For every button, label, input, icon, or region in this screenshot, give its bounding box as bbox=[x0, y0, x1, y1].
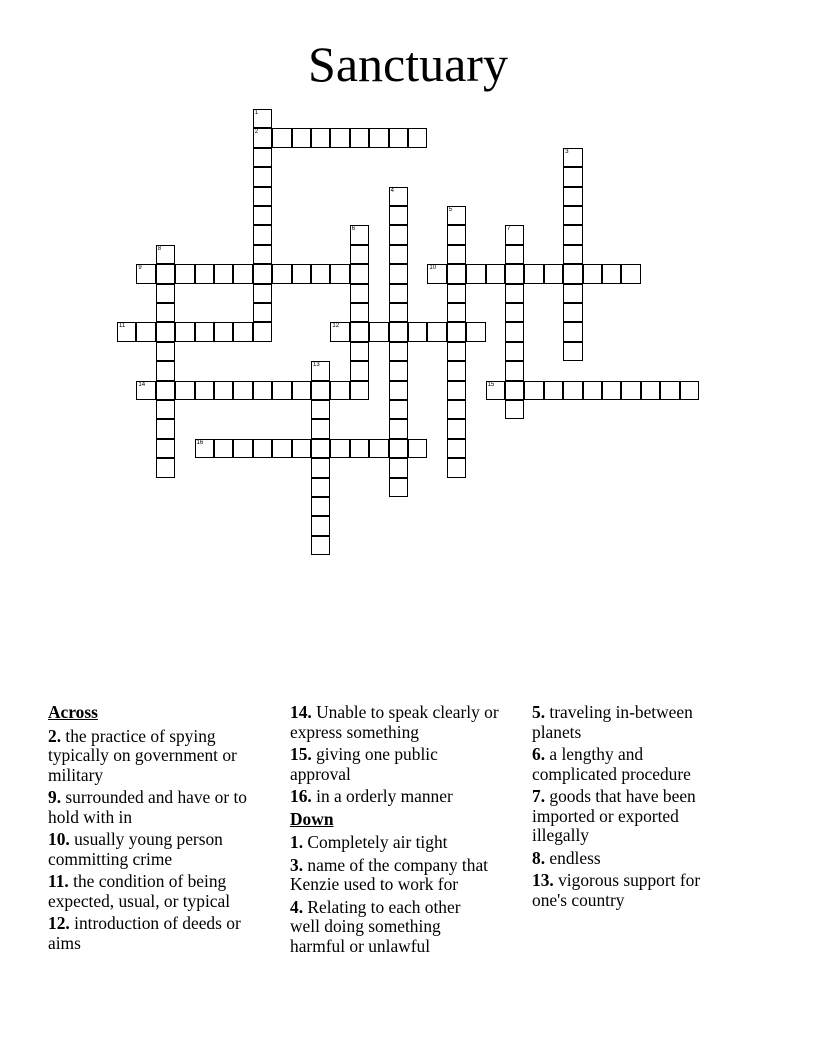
grid-cell[interactable] bbox=[563, 264, 582, 283]
grid-cell[interactable] bbox=[311, 128, 330, 147]
clue-number: 9 bbox=[138, 265, 142, 272]
grid-cell[interactable] bbox=[272, 128, 291, 147]
clue-number: 10 bbox=[429, 265, 437, 272]
grid-cell[interactable] bbox=[389, 342, 408, 361]
grid-cell[interactable] bbox=[156, 400, 175, 419]
grid-cell[interactable] bbox=[369, 128, 388, 147]
clue-number: 5 bbox=[448, 207, 453, 213]
grid-cell[interactable] bbox=[253, 167, 272, 186]
grid-cell[interactable] bbox=[330, 439, 349, 458]
grid-cell[interactable] bbox=[214, 381, 233, 400]
clue-across-14: 14. Unable to speak clearly or express something bbox=[290, 702, 499, 742]
grid-cell[interactable] bbox=[389, 225, 408, 244]
clue-column-1 bbox=[48, 703, 280, 956]
grid-cell[interactable] bbox=[253, 128, 272, 147]
grid-cell[interactable] bbox=[563, 381, 582, 400]
grid-cell[interactable] bbox=[602, 264, 621, 283]
clue-number: 16 bbox=[196, 439, 204, 446]
grid-cell[interactable] bbox=[389, 381, 408, 400]
clue-across-16: 16. in a orderly manner bbox=[290, 786, 453, 806]
grid-cell[interactable] bbox=[389, 400, 408, 419]
grid-cell[interactable] bbox=[389, 206, 408, 225]
clue-number: 12 bbox=[332, 323, 340, 330]
grid-cell[interactable] bbox=[505, 225, 524, 244]
grid-cell[interactable] bbox=[311, 264, 330, 283]
grid-cell[interactable] bbox=[447, 303, 466, 322]
grid-cell[interactable] bbox=[156, 458, 175, 477]
grid-cell[interactable] bbox=[389, 458, 408, 477]
grid-cell[interactable] bbox=[369, 322, 388, 341]
clue-down-8: 8. endless bbox=[532, 847, 601, 868]
grid-cell[interactable] bbox=[447, 284, 466, 303]
grid-cell[interactable] bbox=[447, 361, 466, 380]
grid-cell[interactable] bbox=[253, 109, 272, 128]
clue-down-5: 5. traveling in-between planets bbox=[532, 702, 693, 742]
grid-cell[interactable] bbox=[292, 264, 311, 283]
clue-number: 8 bbox=[157, 245, 162, 252]
grid-cell[interactable] bbox=[330, 264, 349, 283]
grid-cell[interactable] bbox=[505, 322, 524, 341]
grid-cell[interactable] bbox=[389, 264, 408, 283]
grid-cell[interactable] bbox=[447, 439, 466, 458]
clue-across-15: 15. giving one public approval bbox=[290, 744, 438, 784]
grid-cell[interactable] bbox=[389, 284, 408, 303]
grid-cell[interactable] bbox=[253, 187, 272, 206]
grid-cell[interactable] bbox=[563, 148, 582, 167]
grid-cell[interactable] bbox=[253, 206, 272, 225]
grid-cell[interactable] bbox=[156, 419, 175, 438]
clue-across-2: 2. the practice of spying typically on government or military bbox=[48, 725, 237, 785]
grid-cell[interactable] bbox=[175, 264, 194, 283]
grid-cell[interactable] bbox=[253, 148, 272, 167]
clue-down-6: 6. a lengthy and complicated procedure bbox=[532, 744, 691, 784]
grid-cell[interactable] bbox=[350, 322, 369, 341]
grid-cell[interactable] bbox=[583, 381, 602, 400]
grid-cell[interactable] bbox=[311, 536, 330, 555]
grid-cell[interactable] bbox=[272, 439, 291, 458]
grid-cell[interactable] bbox=[350, 361, 369, 380]
grid-cell[interactable] bbox=[486, 381, 505, 400]
grid-cell[interactable] bbox=[563, 225, 582, 244]
grid-cell[interactable] bbox=[311, 516, 330, 535]
grid-cell[interactable] bbox=[311, 361, 330, 380]
grid-cell[interactable] bbox=[583, 264, 602, 283]
grid-cell[interactable] bbox=[350, 342, 369, 361]
grid-cell[interactable] bbox=[233, 264, 252, 283]
grid-cell[interactable] bbox=[563, 284, 582, 303]
grid-cell[interactable] bbox=[253, 225, 272, 244]
grid-cell[interactable] bbox=[272, 264, 291, 283]
grid-cell[interactable] bbox=[311, 497, 330, 516]
grid-cell[interactable] bbox=[311, 439, 330, 458]
clue-down-3: 3. name of the company that Kenzie used to work for bbox=[290, 854, 489, 894]
grid-cell[interactable] bbox=[330, 322, 349, 341]
grid-cell[interactable] bbox=[505, 400, 524, 419]
grid-cell[interactable] bbox=[350, 225, 369, 244]
grid-cell[interactable] bbox=[447, 245, 466, 264]
grid-cell[interactable] bbox=[253, 245, 272, 264]
grid-cell[interactable] bbox=[563, 303, 582, 322]
grid-cell[interactable] bbox=[544, 264, 563, 283]
clue-number: 3 bbox=[565, 148, 569, 155]
grid-cell[interactable] bbox=[214, 439, 233, 458]
grid-cell[interactable] bbox=[524, 264, 543, 283]
clue-across-11: 11. the condition of being expected, usual, or typical bbox=[48, 871, 231, 911]
clue-number: 7 bbox=[507, 226, 511, 233]
grid-cell[interactable] bbox=[350, 381, 369, 400]
grid-cell[interactable] bbox=[544, 381, 563, 400]
down-heading: Down bbox=[290, 808, 334, 829]
grid-cell[interactable] bbox=[292, 381, 311, 400]
grid-cell[interactable] bbox=[389, 478, 408, 497]
grid-cell[interactable] bbox=[447, 322, 466, 341]
grid-cell[interactable] bbox=[350, 303, 369, 322]
grid-cell[interactable] bbox=[389, 303, 408, 322]
clue-across-9: 9. surrounded and have or to hold with in bbox=[48, 787, 247, 827]
grid-cell[interactable] bbox=[447, 400, 466, 419]
grid-cell[interactable] bbox=[563, 342, 582, 361]
clue-down-13: 13. vigorous support for one's country bbox=[532, 870, 701, 910]
grid-cell[interactable] bbox=[466, 264, 485, 283]
grid-cell[interactable] bbox=[156, 439, 175, 458]
grid-cell[interactable] bbox=[447, 225, 466, 244]
grid-cell[interactable] bbox=[253, 322, 272, 341]
clue-number: 14 bbox=[138, 381, 146, 388]
grid-cell[interactable] bbox=[602, 381, 621, 400]
grid-cell[interactable] bbox=[136, 381, 155, 400]
across-heading: Across bbox=[48, 702, 98, 722]
grid-cell[interactable] bbox=[136, 264, 155, 283]
grid-cell[interactable] bbox=[253, 264, 272, 283]
grid-cell[interactable] bbox=[175, 322, 194, 341]
grid-cell[interactable] bbox=[311, 419, 330, 438]
grid-cell[interactable] bbox=[447, 206, 466, 225]
grid-cell[interactable] bbox=[563, 167, 582, 186]
grid-cell[interactable] bbox=[505, 284, 524, 303]
clue-number: 11 bbox=[119, 323, 126, 330]
grid-cell[interactable] bbox=[233, 439, 252, 458]
grid-cell[interactable] bbox=[253, 381, 272, 400]
grid-cell[interactable] bbox=[389, 128, 408, 147]
clue-number: 13 bbox=[313, 362, 320, 369]
grid-cell[interactable] bbox=[563, 206, 582, 225]
grid-cell[interactable] bbox=[156, 284, 175, 303]
grid-cell[interactable] bbox=[621, 264, 640, 283]
grid-cell[interactable] bbox=[233, 381, 252, 400]
grid-cell[interactable] bbox=[156, 342, 175, 361]
grid-cell[interactable] bbox=[233, 322, 252, 341]
grid-cell[interactable] bbox=[369, 439, 388, 458]
grid-cell[interactable] bbox=[563, 187, 582, 206]
clue-down-7: 7. goods that have been imported or exported illegally bbox=[532, 786, 696, 845]
grid-cell[interactable] bbox=[427, 264, 446, 283]
grid-cell[interactable] bbox=[136, 322, 155, 341]
grid-cell[interactable] bbox=[156, 381, 175, 400]
grid-cell[interactable] bbox=[505, 303, 524, 322]
grid-cell[interactable] bbox=[505, 342, 524, 361]
clue-number: 4 bbox=[390, 187, 394, 194]
grid-cell[interactable] bbox=[389, 361, 408, 380]
grid-cell[interactable] bbox=[447, 264, 466, 283]
grid-cell[interactable] bbox=[117, 322, 136, 341]
grid-cell[interactable] bbox=[563, 245, 582, 264]
grid-cell[interactable] bbox=[253, 284, 272, 303]
grid-cell[interactable] bbox=[408, 128, 427, 147]
grid-cell[interactable] bbox=[389, 187, 408, 206]
clue-number: 6 bbox=[351, 226, 356, 233]
grid-cell[interactable] bbox=[195, 439, 214, 458]
grid-cell[interactable] bbox=[311, 478, 330, 497]
grid-cell[interactable] bbox=[350, 128, 369, 147]
clue-across-10: 10. usually young person committing crime bbox=[48, 829, 223, 869]
grid-cell[interactable] bbox=[486, 264, 505, 283]
grid-cell[interactable] bbox=[195, 322, 214, 341]
clue-number: 2 bbox=[254, 129, 259, 136]
grid-cell[interactable] bbox=[350, 439, 369, 458]
grid-cell[interactable] bbox=[505, 361, 524, 380]
clue-number: 1 bbox=[254, 110, 259, 116]
clue-column-2 bbox=[290, 703, 526, 959]
puzzle-title: Sanctuary bbox=[308, 36, 508, 92]
grid-cell[interactable] bbox=[214, 322, 233, 341]
grid-cell[interactable] bbox=[563, 322, 582, 341]
clue-down-4: 4. Relating to each other well doing something harmful or unlawful bbox=[290, 896, 461, 956]
grid-cell[interactable] bbox=[253, 303, 272, 322]
grid-cell[interactable] bbox=[156, 303, 175, 322]
grid-cell[interactable] bbox=[292, 439, 311, 458]
grid-cell[interactable] bbox=[330, 381, 349, 400]
grid-cell[interactable] bbox=[505, 264, 524, 283]
grid-cell[interactable] bbox=[389, 245, 408, 264]
grid-cell[interactable] bbox=[524, 381, 543, 400]
clue-column-3 bbox=[532, 703, 762, 913]
grid-cell[interactable] bbox=[641, 381, 660, 400]
grid-cell[interactable] bbox=[447, 458, 466, 477]
grid-cell[interactable] bbox=[311, 400, 330, 419]
grid-cell[interactable] bbox=[195, 381, 214, 400]
grid-cell[interactable] bbox=[214, 264, 233, 283]
grid-cell[interactable] bbox=[466, 322, 485, 341]
clue-number: 15 bbox=[487, 381, 495, 388]
grid-cell[interactable] bbox=[311, 458, 330, 477]
grid-cell[interactable] bbox=[408, 439, 427, 458]
grid-cell[interactable] bbox=[272, 381, 291, 400]
grid-cell[interactable] bbox=[447, 419, 466, 438]
grid-cell[interactable] bbox=[156, 361, 175, 380]
grid-cell[interactable] bbox=[156, 264, 175, 283]
grid-cell[interactable] bbox=[350, 245, 369, 264]
grid-cell[interactable] bbox=[292, 128, 311, 147]
clue-across-12: 12. introduction of deeds or aims bbox=[48, 913, 241, 953]
grid-cell[interactable] bbox=[350, 264, 369, 283]
grid-cell[interactable] bbox=[195, 264, 214, 283]
grid-cell[interactable] bbox=[621, 381, 640, 400]
grid-cell[interactable] bbox=[350, 284, 369, 303]
grid-cell[interactable] bbox=[447, 342, 466, 361]
grid-cell[interactable] bbox=[389, 322, 408, 341]
grid-cell[interactable] bbox=[175, 381, 194, 400]
grid-cell[interactable] bbox=[408, 322, 427, 341]
grid-cell[interactable] bbox=[680, 381, 699, 400]
grid-cell[interactable] bbox=[505, 381, 524, 400]
grid-cell[interactable] bbox=[156, 245, 175, 264]
grid-cell[interactable] bbox=[330, 128, 349, 147]
grid-cell[interactable] bbox=[253, 439, 272, 458]
grid-cell[interactable] bbox=[389, 419, 408, 438]
grid-cell[interactable] bbox=[311, 381, 330, 400]
grid-cell[interactable] bbox=[389, 439, 408, 458]
grid-cell[interactable] bbox=[447, 381, 466, 400]
grid-cell[interactable] bbox=[427, 322, 446, 341]
grid-cell[interactable] bbox=[156, 322, 175, 341]
grid-cell[interactable] bbox=[660, 381, 679, 400]
grid-cell[interactable] bbox=[505, 245, 524, 264]
clue-down-1: 1. Completely air tight bbox=[290, 832, 448, 852]
